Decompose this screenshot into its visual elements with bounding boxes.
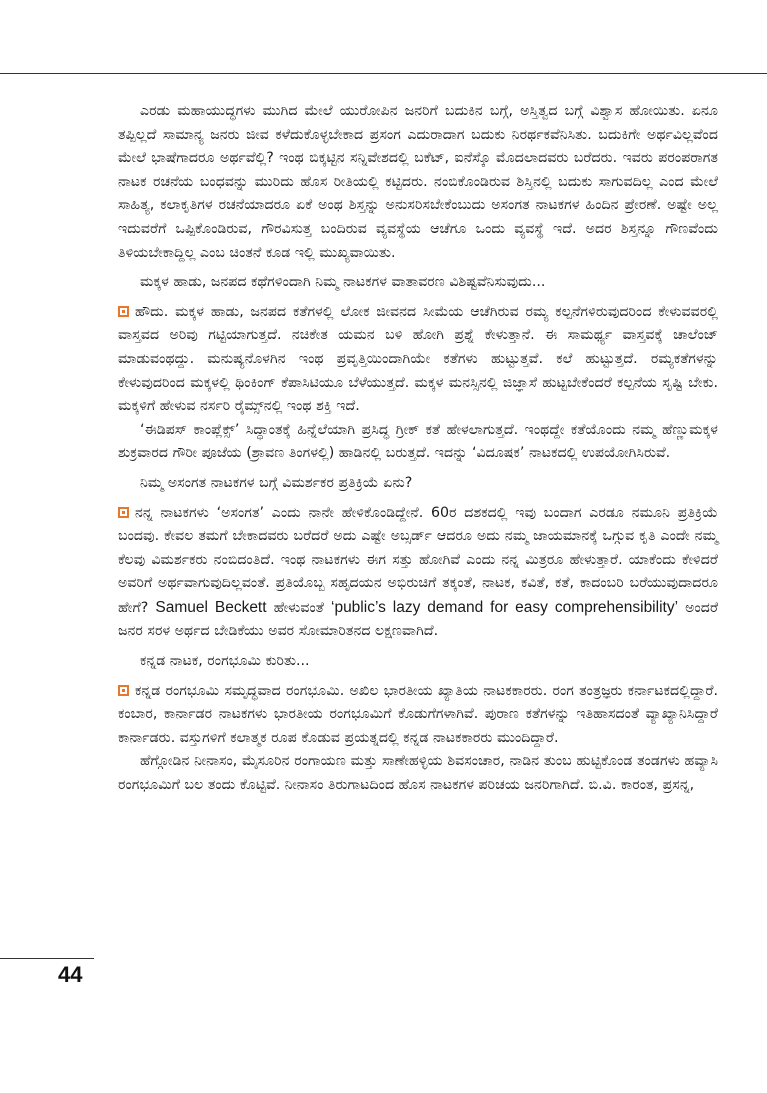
answer-text: ಅಂದರೆ ಜನರ ಸರಳ ಅರ್ಥದ ಬೇಡಿಕೆಯು ಅವರ ಸೋಮಾರಿತನದ ಲಕ್ಷಣವಾಗಿದೆ. [118,599,719,640]
beckett-name: Samuel Beckett [155,598,267,616]
answer-text: ಹೇಳುವಂತೆ [273,599,324,616]
top-rule [0,73,767,74]
answer-children-songs [118,301,718,419]
footer-rule [0,958,94,959]
answer-text: ನನ್ನ ನಾಟಕಗಳು ‘ಅಸಂಗತ’ ಎಂದು ನಾನೇ ಹೇಳಿಕೊಂಡಿದ್ದೇನೆ. 60ರ ದಶಕದಲ್ಲಿ ಇವು ಬಂದಾಗ ಎರಡೂ ನಮೂನಿ ಪ್ರತಿಕ್ರಿಯೆ ಬಂದವು. ಕೇವಲ ತಮಗೆ ಬೇಕಾದವರು ಬರೆದರೆ ಅದು ಎಷ್ಟೇ ಅಬ್ಸರ್ಡ್ ಆದರೂ ಅದು ನಮ್ಮ ಜಾಯಮಾನಕ್ಕೆ ಒಗ್ಗುವ ಕೃತಿ ಎಂದೇ ನಮ್ಮ ಕೆಲವು ವಿಮರ್ಶಕರು ನಂಬಿದಂತಿದೆ. ಇಂಥ ನಾಟಕಗಳು ಈಗ ಸತ್ತು ಹೋಗಿವೆ ಎಂದು ನನ್ನ ಮಿತ್ರರೂ ಹೇಳುತ್ತಾರೆ. ಯಾಕೆಂದು ಕೇಳಿದರೆ ಅವರಿಗೆ ಅರ್ಥವಾಗುವುದಿಲ್ಲವಂತೆ. ಪ್ರತಿಯೊಬ್ಬ ಸಹೃದಯನ ಅಭಿರುಚಿಗೆ ತಕ್ಕಂತೆ, ನಾಟಕ, ಕವಿತೆ, ಕತೆ, ಕಾದಂಬರಿ ಬರೆಯುವುದಾದರೂ ಹೇಗೆ? [118,504,718,616]
question-critics: ನಿಮ್ಮ ಅಸಂಗತ ನಾಟಕಗಳ ಬಗ್ಗೆ ವಿಮರ್ಶಕರ ಪ್ರತಿಕ್ರಿಯೆ ಏನು? [140,474,413,491]
answer-text: ಹೌದು. ಮಕ್ಕಳ ಹಾಡು, ಜನಪದ ಕತೆಗಳಲ್ಲಿ ಲೋಕ ಜೀವನದ ಸೀಮೆಯ ಆಚೆಗಿರುವ ರಮ್ಯ ಕಲ್ಪನೆಗಳಿರುವುದರಿಂದ ಕೇಳುವವರಲ್ಲಿ ವಾಸ್ತವದ ಅರಿವು ಗಟ್ಟಿಯಾಗುತ್ತದೆ. ನಚಿಕೇತ ಯಮನ ಬಳಿ ಹೋಗಿ ಪ್ರಶ್ನೆ ಕೇಳುತ್ತಾನೆ. ಈ ಸಾಮರ್ಥ್ಯ ವಾಸ್ತವಕ್ಕೆ ಚಾಲೆಂಜ್ ಮಾಡುವಂಥದ್ದು. ಮನುಷ್ಯನೊಳಗಿನ ಇಂಥ ಪ್ರವೃತ್ತಿಯಿಂದಾಗಿಯೇ ಕತೆಗಳು ಹುಟ್ಟುತ್ತವೆ. ಕಲೆ ಹುಟ್ಟುತ್ತದೆ. ರಮ್ಯಕತೆಗಳನ್ನು ಕೇಳುವುದರಿಂದ ಮಕ್ಕಳಲ್ಲಿ ಥಿಂಕಿಂಗ್ ಕೆಪಾಸಿಟಿಯೂ ಬೆಳೆಯುತ್ತದೆ. ಮಕ್ಕಳ ಮನಸ್ಸಿನಲ್ಲಿ ಜಿಜ್ಞಾಸೆ ಹುಟ್ಟಬೇಕೆಂದರೆ ಕಲ್ಪನೆಯ ಸೃಷ್ಟಿ ಬೇಕು. ಮಕ್ಕಳಿಗೆ ಹೇಳುವ ನರ್ಸರಿ ರೈಮ್ಸ್‌ನಲ್ಲಿ ಇಂಥ ಶಕ್ತಿ ಇದೆ. [118,303,718,415]
paragraph-intro: ಎರಡು ಮಹಾಯುದ್ಧಗಳು ಮುಗಿದ ಮೇಲೆ ಯುರೋಪಿನ ಜನರಿಗೆ ಬದುಕಿನ ಬಗ್ಗೆ, ಅಸ್ತಿತ್ವದ ಬಗ್ಗೆ ವಿಶ್ವಾಸ ಹೋಯಿತು. ಏನೂ ತಪ್ಪಿಲ್ಲದೆ ಸಾಮಾನ್ಯ ಜನರು ಜೀವ ಕಳೆದುಕೊಳ್ಳಬೇಕಾದ ಪ್ರಸಂಗ ಎದುರಾದಾಗ ಬದುಕು ನಿರರ್ಥಕವೆನಿಸಿತು. ಬದುಕಿಗೇ ಅರ್ಥವಿಲ್ಲವೆಂದ ಮೇಲೆ ಭಾಷೆಗಾದರೂ ಅರ್ಥವೆಲ್ಲಿ? ಇಂಥ ಬಿಕ್ಕಟ್ಟಿನ ಸನ್ನಿವೇಶದಲ್ಲಿ ಬಕೆಟ್, ಐನೆಸ್ಕೊ ಮೊದಲಾದವರು ಬರೆದರು. ಇವರು ಪರಂಪರಾಗತ ನಾಟಕ ರಚನೆಯ ಬಂಧವನ್ನು ಮುರಿದು ಹೊಸ ರೀತಿಯಲ್ಲಿ ಕಟ್ಟಿದರು. ನಂಬಿಕೊಂಡಿರುವ ಶಿಸ್ತಿನಲ್ಲಿ ಬದುಕು ಸಾಗುವದಿಲ್ಲ ಎಂದ ಮೇಲೆ ಸಾಹಿತ್ಯ, ಕಲಾಕೃತಿಗಳ ರಚನೆಯಾದರೂ ಏಕೆ ಅಂಥ ಶಿಸ್ತನ್ನು ಅನುಸರಿಸಬೇಕೆಂಬುದು ಅಸಂಗತ ನಾಟಕಗಳ ಹಿಂದಿನ ಪ್ರೇರಣೆ. ಅಷ್ಟೇ ಅಲ್ಲ ಇದುವರೆಗೆ ಒಪ್ಪಿಕೊಂಡಿರುವ, ಗೌರವಿಸುತ್ತ ಬಂದಿರುವ ವ್ಯವಸ್ಥೆಯ ಆಚೆಗೂ ಒಂದು ವ್ಯವಸ್ಥೆ ಇದೆ. ಅದರ ಶಿಸ್ತನ್ನೂ ಗೌಣವೆಂದು ತಿಳಿಯಬೇಕಾದ್ದಿಲ್ಲ ಎಂಬ ಚಿಂತನೆ ಕೂಡ ಇಲ್ಲಿ ಮುಖ್ಯವಾಯಿತು. [118,103,718,261]
paragraph-theatre-groups: ಹೆಗ್ಗೋಡಿನ ನೀನಾಸಂ, ಮೈಸೂರಿನ ರಂಗಾಯಣ ಮತ್ತು ಸಾಣೇಹಳ್ಳಿಯ ಶಿವಸಂಚಾರ, ನಾಡಿನ ತುಂಬ ಹುಟ್ಟಿಕೊಂಡ ತಂಡಗಳು ಹವ್ಯಾಸಿ ರಂಗಭೂಮಿಗೆ ಬಲ ತಂದು ಕೊಟ್ಟಿವೆ. ನೀನಾಸಂ ತಿರುಗಾಟದಿಂದ ಹೊಸ ನಾಟಕಗಳ ಪರಿಚಯ ಜನರಿಗಾಗಿದೆ. ಬಿ.ವಿ. ಕಾರಂತ, ಪ್ರಸನ್ನ, [118,753,718,794]
question-children-songs: ಮಕ್ಕಳ ಹಾಡು, ಜನಪದ ಕಥೆಗಳಿಂದಾಗಿ ನಿಮ್ಮ ನಾಟಕಗಳ ವಾತಾವರಣ ವಿಶಿಷ್ಟವೆನಿಸುವುದು... [140,274,546,291]
orange-square-bullet-icon [118,306,129,317]
answer-kannada-theatre [118,680,718,751]
page-number: 44 [58,962,83,987]
answer-text: ಕನ್ನಡ ರಂಗಭೂಮಿ ಸಮೃದ್ಧವಾದ ರಂಗಭೂಮಿ. ಅಖಿಲ ಭಾರತೀಯ ಖ್ಯಾತಿಯ ನಾಟಕಕಾರರು. ರಂಗ ತಂತ್ರಜ್ಞರು ಕರ್ನಾಟಕದಲ್ಲಿದ್ದಾರೆ. ಕಂಬಾರ, ಕಾರ್ನಾಡರ ನಾಟಕಗಳು ಭಾರತೀಯ ರಂಗಭೂಮಿಗೆ ಕೊಡುಗೆಗಳಾಗಿವೆ. ಪುರಾಣ ಕತೆಗಳನ್ನು ಇತಿಹಾಸದಂತೆ ವ್ಯಾಖ್ಯಾನಿಸಿದ್ದಾರೆ ಕಾರ್ನಾಡರು. ವಸ್ತುಗಳಿಗೆ ಕಲಾತ್ಮಕ ರೂಪ ಕೊಡುವ ಪ್ರಯತ್ನದಲ್ಲಿ ಕನ್ನಡ ನಾಟಕಕಾರರು ಮುಂದಿದ್ದಾರೆ. [118,682,718,746]
paragraph-oedipus: ‘ಈಡಿಪಸ್ ಕಾಂಪ್ಲೆಕ್ಸ್’ ಸಿದ್ಧಾಂತಕ್ಕೆ ಹಿನ್ನೆಲೆಯಾಗಿ ಪ್ರಸಿದ್ಧ ಗ್ರೀಕ್ ಕತೆ ಹೇಳಲಾಗುತ್ತದೆ. ಇಂಥದ್ದೇ ಕತೆಯೊಂದು ನಮ್ಮ ಹೆಣ್ಣುಮಕ್ಕಳ ಶುಕ್ರವಾರದ ಗೌರೀ ಪೂಜೆಯ (ಶ್ರಾವಣ ತಿಂಗಳಲ್ಲಿ) ಹಾಡಿನಲ್ಲಿ ಬರುತ್ತದೆ. ಇದನ್ನು ‘ವಿದೂಷಕ’ ನಾಟಕದಲ್ಲಿ ಉಪಯೋಗಿಸಿರುವೆ. [118,421,718,462]
orange-square-bullet-icon [118,685,129,696]
orange-square-bullet-icon [118,507,129,518]
answer-critics [118,502,718,645]
beckett-quote: ‘public’s lazy demand for easy comprehensibility’ [331,598,679,616]
article-body [118,100,718,798]
question-kannada-theatre: ಕನ್ನಡ ನಾಟಕ, ರಂಗಭೂಮಿ ಕುರಿತು... [140,653,310,670]
